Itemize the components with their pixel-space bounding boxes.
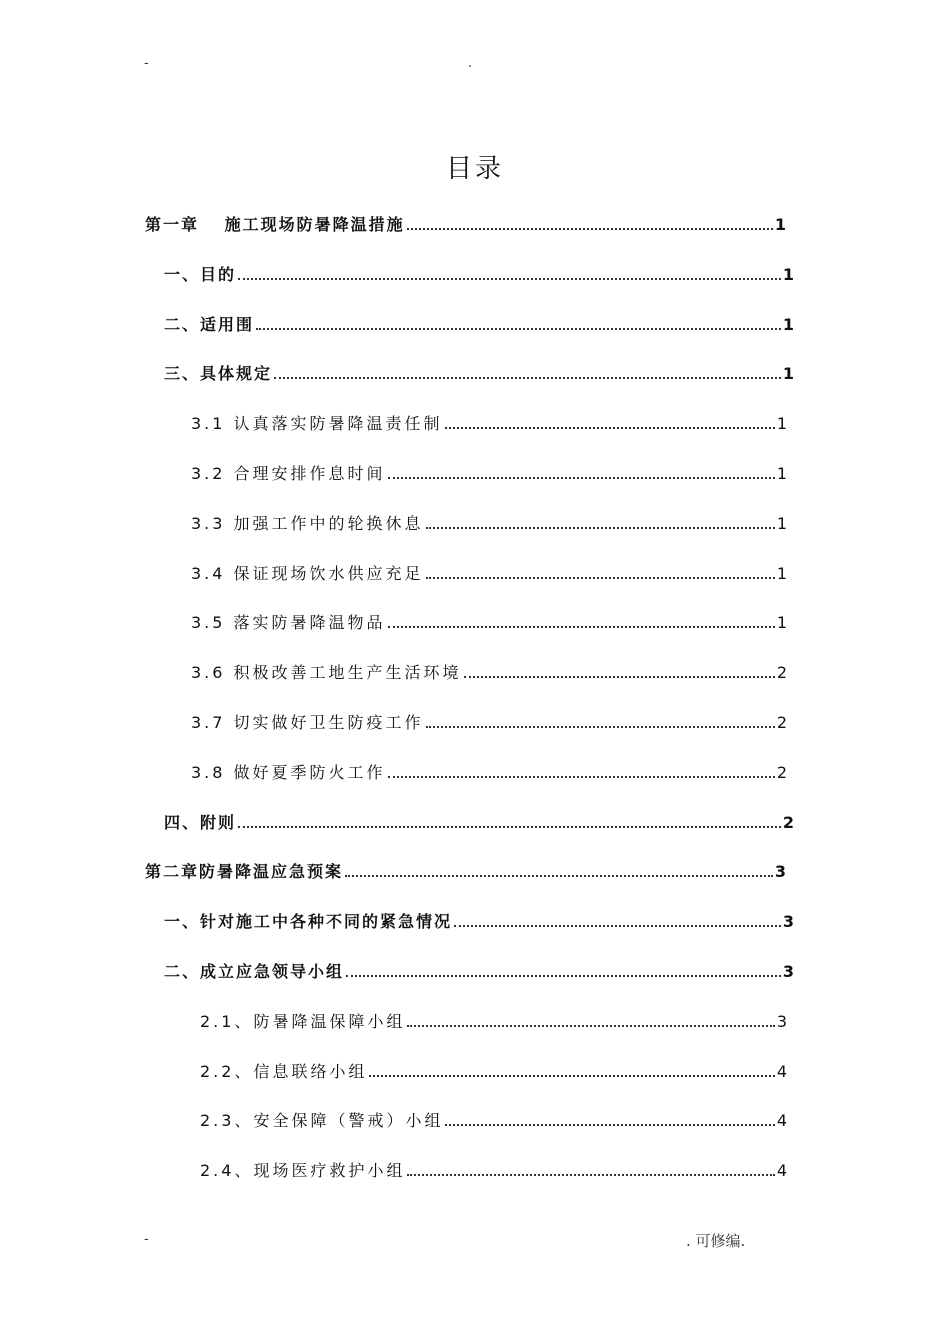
toc-dot-leader (426, 718, 775, 728)
header-right-mark: . (468, 56, 473, 71)
toc-entry[interactable] (200, 1155, 790, 1181)
toc-dot-leader (454, 917, 781, 927)
toc-entry-label: 3.5 落实防暑降温物品 (191, 613, 386, 632)
toc-entry[interactable] (191, 458, 790, 484)
toc-entry-label: 3.4 保证现场饮水供应充足 (191, 564, 424, 583)
toc-entry-page-number: 2 (776, 713, 790, 732)
toc-entry-page-number: 3 (782, 912, 796, 931)
toc-entry-label: 二、成立应急领导小组 (164, 962, 345, 981)
toc-entry-page-number: 1 (776, 514, 790, 533)
toc-dot-leader (346, 967, 781, 977)
toc-dot-leader (388, 618, 775, 628)
toc-entry-label: 第二章防暑降温应急预案 (145, 862, 344, 881)
toc-entry-page-number: 1 (776, 564, 790, 583)
toc-entry[interactable] (145, 209, 788, 235)
toc-dot-leader (238, 818, 781, 828)
toc-entry-label: 一、目的 (164, 265, 237, 284)
toc-entry[interactable] (164, 956, 796, 982)
toc-entry-page-number: 1 (776, 464, 790, 483)
toc-entry-page-number: 2 (776, 763, 790, 782)
toc-entry-page-number: 3 (776, 1012, 790, 1031)
toc-entry[interactable] (164, 259, 796, 285)
toc-dot-leader (407, 220, 773, 230)
toc-dot-leader (274, 369, 781, 379)
toc-entry-label: 一、针对施工中各种不同的紧急情况 (164, 912, 453, 931)
toc-dot-leader (426, 519, 775, 529)
toc-entry-label: 3.3 加强工作中的轮换休息 (191, 514, 424, 533)
toc-entry-page-number: 1 (776, 414, 790, 433)
toc-dot-leader (345, 867, 773, 877)
toc-entry-page-number: 3 (782, 962, 796, 981)
toc-entry-page-number: 4 (776, 1111, 790, 1130)
footer-right-text: . 可修编. (686, 1232, 746, 1250)
toc-entry[interactable] (145, 856, 788, 882)
toc-entry[interactable] (191, 508, 790, 534)
toc-entry-label: 四、附则 (164, 813, 237, 832)
toc-entry-label: 第一章 施工现场防暑降温措施 (145, 215, 405, 234)
toc-dot-leader (388, 469, 775, 479)
toc-dot-leader (445, 1116, 774, 1126)
page-title: 目录 (445, 154, 504, 184)
footer-left-mark: - (144, 1232, 149, 1247)
toc-entry[interactable] (191, 408, 790, 434)
toc-entry-label: 2.3、安全保障（警戒）小组 (200, 1111, 444, 1130)
toc-entry[interactable] (164, 807, 796, 833)
toc-entry[interactable] (164, 906, 796, 932)
toc-entry-label: 三、具体规定 (164, 364, 273, 383)
toc-entry-page-number: 2 (782, 813, 796, 832)
toc-entry-page-number: 1 (776, 613, 790, 632)
toc-entry[interactable] (191, 607, 790, 633)
toc-entry-label: 3.7 切实做好卫生防疫工作 (191, 713, 424, 732)
toc-entry[interactable] (164, 358, 796, 384)
toc-entry-label: 2.4、现场医疗救护小组 (200, 1161, 406, 1180)
toc-entry[interactable] (200, 1006, 790, 1032)
toc-entry[interactable] (191, 707, 790, 733)
toc-entry-label: 3.6 积极改善工地生产生活环境 (191, 663, 462, 682)
toc-entry-label: 二、适用围 (164, 315, 255, 334)
toc-entry[interactable] (164, 309, 796, 335)
toc-entry-page-number: 1 (782, 265, 796, 284)
toc-entry-page-number: 2 (776, 663, 790, 682)
toc-entry-page-number: 1 (782, 315, 796, 334)
toc-dot-leader (388, 768, 775, 778)
toc-entry-page-number: 1 (782, 364, 796, 383)
toc-dot-leader (238, 270, 781, 280)
toc-dot-leader (445, 419, 775, 429)
toc-entry-page-number: 1 (774, 215, 788, 234)
toc-dot-leader (464, 668, 775, 678)
toc-entry-page-number: 4 (776, 1062, 790, 1081)
toc-entry-label: 2.1、防暑降温保障小组 (200, 1012, 406, 1031)
toc-entry-label: 2.2、信息联络小组 (200, 1062, 368, 1081)
toc-entry[interactable] (191, 558, 790, 584)
toc-dot-leader (369, 1067, 774, 1077)
toc-entry-page-number: 3 (774, 862, 788, 881)
toc-dot-leader (426, 569, 775, 579)
toc-dot-leader (256, 320, 781, 330)
toc-entry-label: 3.1 认真落实防暑降温责任制 (191, 414, 443, 433)
toc-entry-label: 3.2 合理安排作息时间 (191, 464, 386, 483)
toc-entry-page-number: 4 (776, 1161, 790, 1180)
toc-dot-leader (407, 1017, 774, 1027)
toc-entry-label: 3.8 做好夏季防火工作 (191, 763, 386, 782)
toc-entry[interactable] (191, 757, 790, 783)
toc-entry[interactable] (200, 1056, 790, 1082)
header-left-mark: - (144, 56, 149, 71)
toc-dot-leader (407, 1166, 774, 1176)
toc-entry[interactable] (200, 1105, 790, 1131)
toc-entry[interactable] (191, 657, 790, 683)
